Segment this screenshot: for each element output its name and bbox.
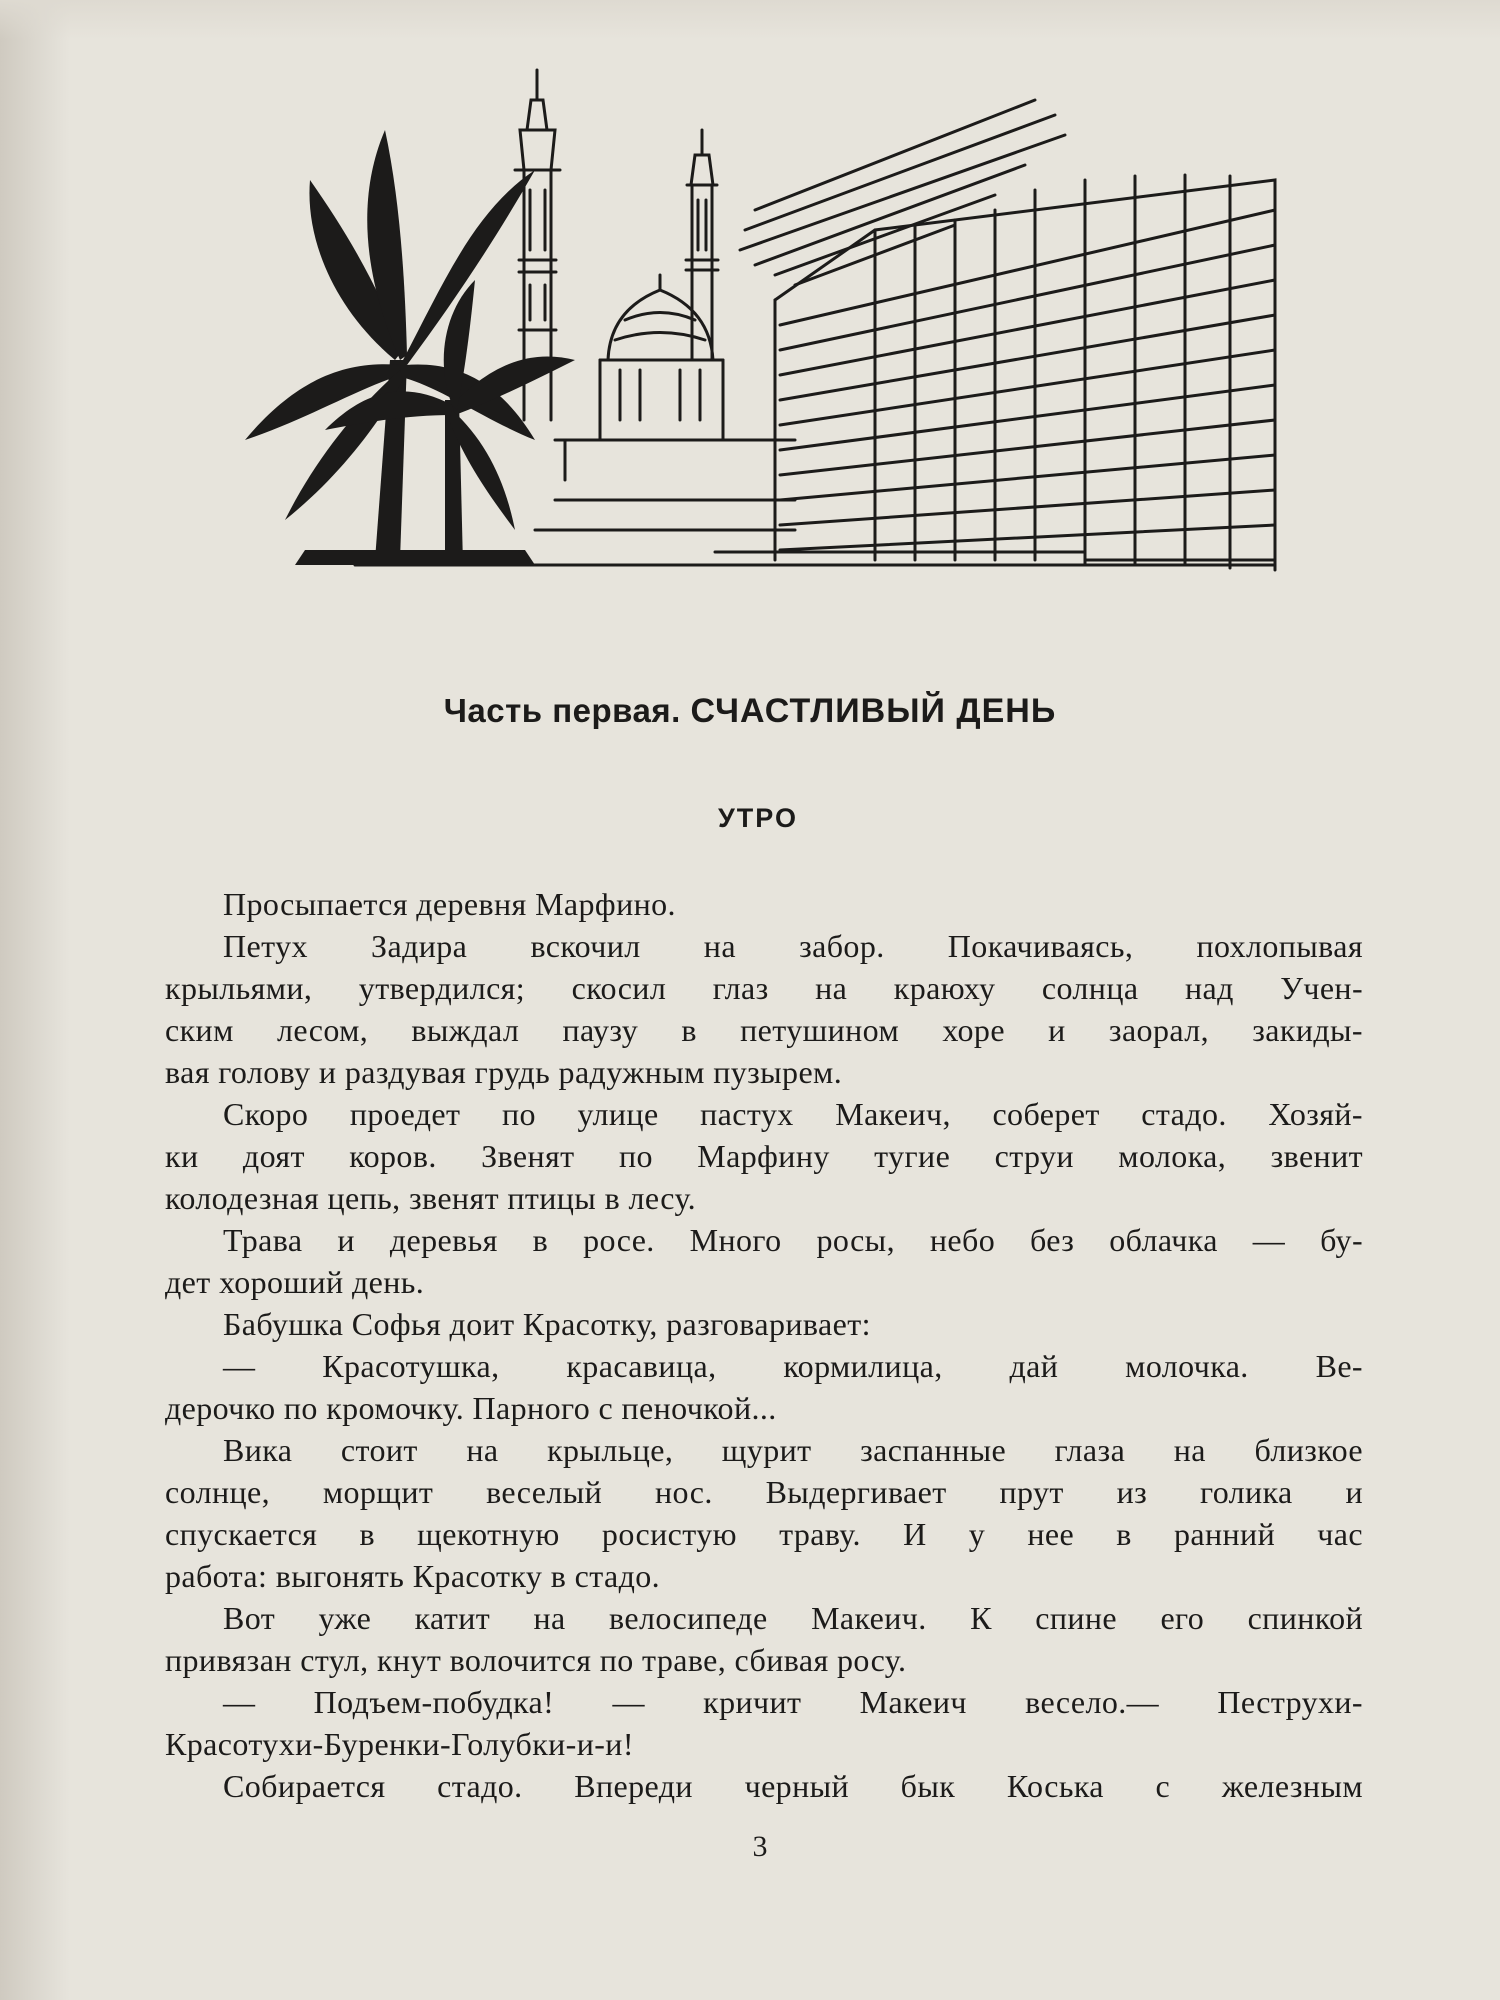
text-line: работа: выгонять Красотку в стадо. <box>165 1558 661 1594</box>
text-line: солнце, морщит веселый нос. Выдергивает прут из голика и <box>165 1474 1363 1510</box>
text-line: Просыпается деревня Марфино. <box>223 886 676 922</box>
text-line: Собирается стадо. Впереди черный бык Коська с железным <box>223 1768 1363 1804</box>
text-line: Бабушка Софья доит Красотку, разговаривает: <box>223 1306 871 1342</box>
text-line: — Подъем-побудка! — кричит Макеич весело.— Пеструхи- <box>223 1684 1363 1720</box>
chapter-illustration <box>235 60 1290 580</box>
part-title-name: СЧАСТЛИВЫЙ ДЕНЬ <box>690 692 1057 730</box>
part-title <box>0 692 1500 731</box>
text-line: Скоро проедет по улице пастух Макеич, соберет стадо. Хозяй- <box>223 1096 1363 1132</box>
page-gutter-shadow <box>0 0 70 2000</box>
text-line: дет хороший день. <box>165 1264 425 1300</box>
text-line: Красотухи-Буренки-Голубки-и-и! <box>165 1726 634 1762</box>
text-line: привязан стул, кнут волочится по траве, сбивая росу. <box>165 1642 907 1678</box>
part-title-prefix: Часть первая. <box>443 692 681 729</box>
section-title: УТРО <box>718 803 798 833</box>
text-line: Трава и деревья в росе. Много росы, небо без облачка — бу- <box>223 1222 1363 1258</box>
page-number: 3 <box>752 1830 768 1863</box>
text-line: Вот уже катит на велосипеде Макеич. К спине его спинкой <box>223 1600 1363 1636</box>
text-line: Вика стоит на крыльце, щурит заспанные глаза на близкое <box>223 1432 1363 1468</box>
text-line: вая голову и раздувая грудь радужным пузырем. <box>165 1054 843 1090</box>
text-line: ки доят коров. Звенят по Марфину тугие струи молока, звенит <box>165 1138 1363 1174</box>
text-line: Петух Задира вскочил на забор. Покачиваясь, похлопывая <box>223 928 1363 964</box>
text-line: дерочко по кромочку. Парного с пеночкой... <box>165 1390 777 1426</box>
text-line: ским лесом, выждал паузу в петушином хоре и заорал, закиды- <box>165 1012 1363 1048</box>
text-line: спускается в щекотную росистую траву. И у нее в ранний час <box>165 1516 1363 1552</box>
body-text <box>165 883 1363 1807</box>
text-line: колодезная цепь, звенят птицы в лесу. <box>165 1180 697 1216</box>
text-line: крыльями, утвердился; скосил глаз на краюху солнца над Учен- <box>165 970 1363 1006</box>
page-top-shadow <box>0 0 1500 40</box>
text-line: — Красотушка, красавица, кормилица, дай молочка. Ве- <box>223 1348 1363 1384</box>
